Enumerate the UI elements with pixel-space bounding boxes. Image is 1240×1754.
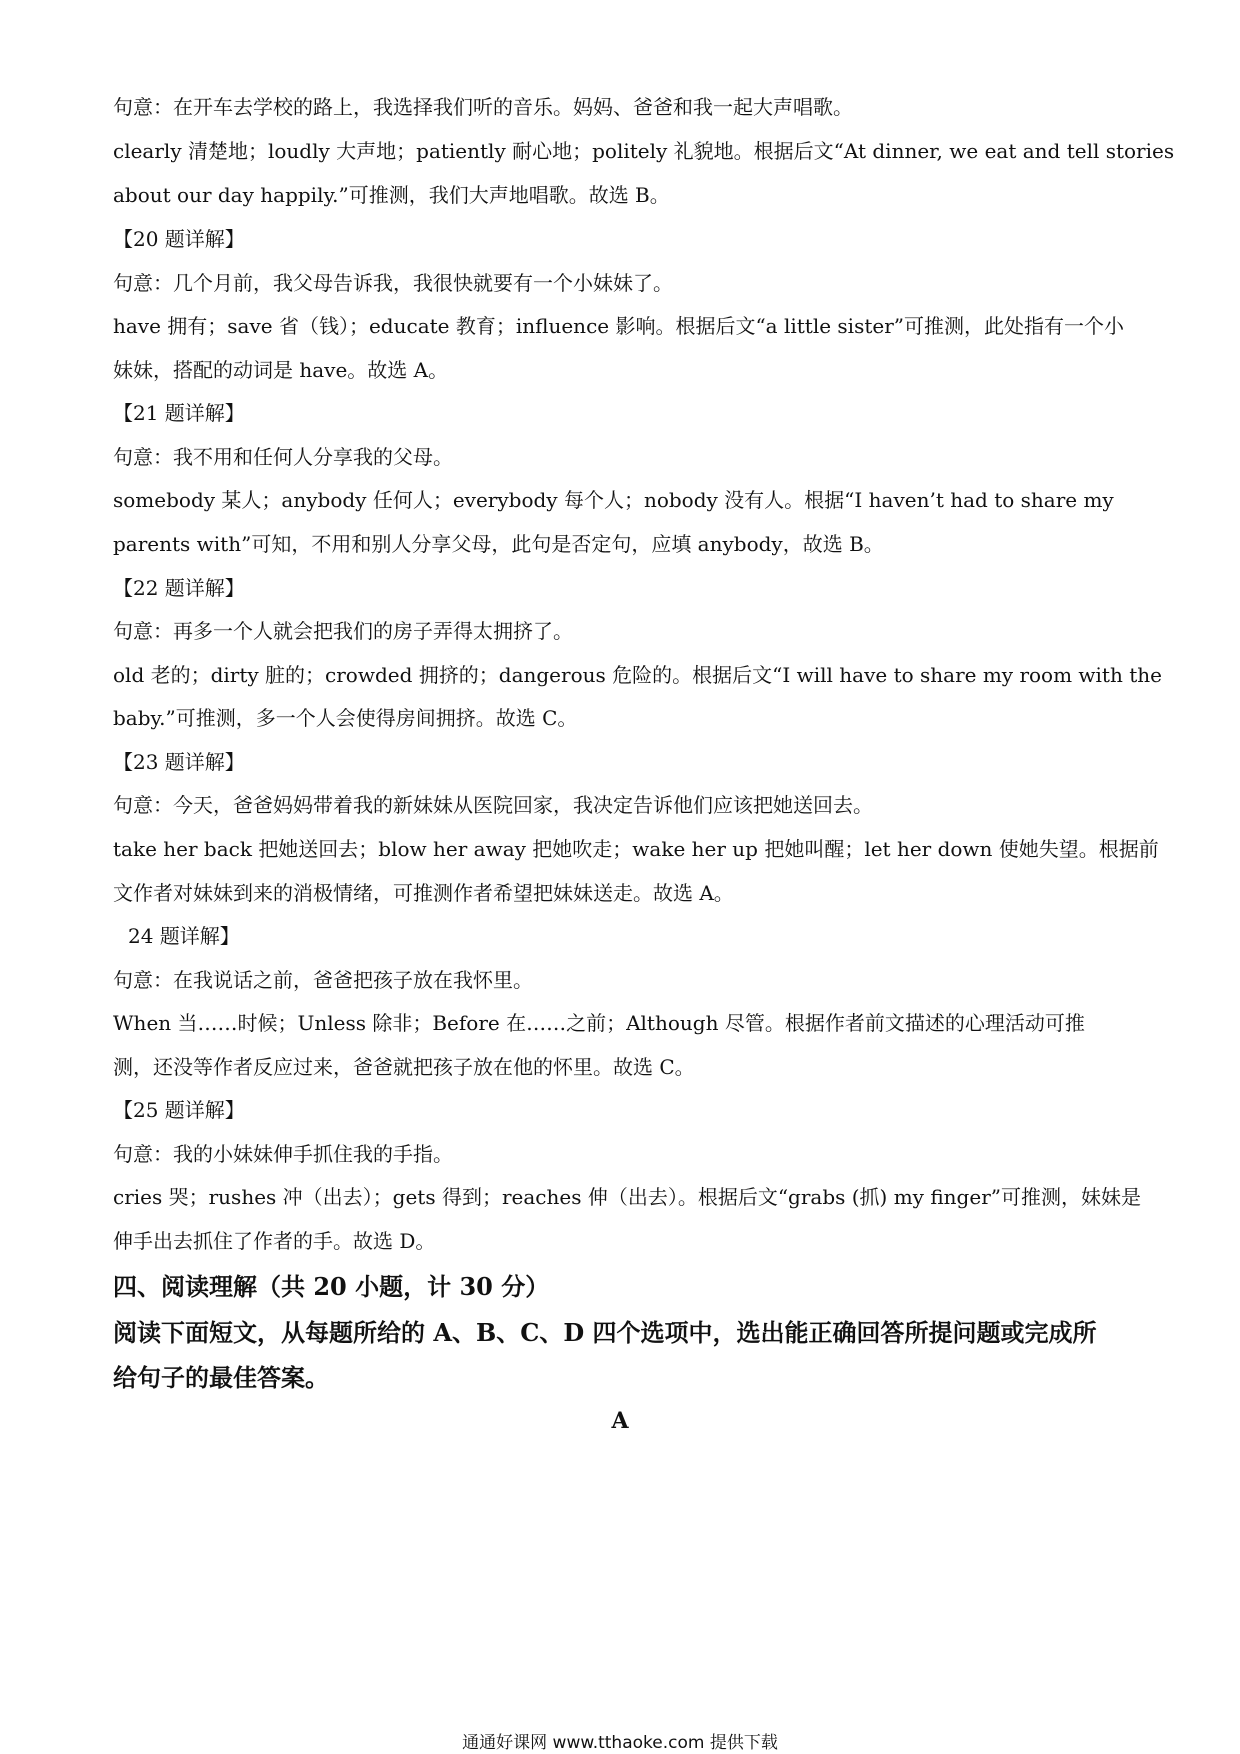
explanation-23-line1: take her back 把她送回去；blow her away 把她吹走；wake her up 把她叫醒；let her down 使她失望。根据前: [113, 837, 1159, 861]
sentence-meaning-22: 句意：再多一个人就会把我们的房子弄得太拥挤了。: [113, 619, 573, 643]
explanation-20-line2: 妹妹，搭配的动词是 have。故选 A。: [113, 358, 449, 382]
question-23-heading: 【23 题详解】: [113, 750, 245, 774]
question-22-heading: 【22 题详解】: [113, 576, 245, 600]
instructions-line1: 阅读下面短文，从每题所给的 A、B、C、D 四个选项中，选出能正确回答所提问题或完成所: [113, 1318, 1097, 1347]
question-25-heading: 【25 题详解】: [113, 1098, 245, 1122]
explanation-24-line2: 测，还没等作者反应过来，爸爸就把孩子放在他的怀里。故选 C。: [113, 1055, 695, 1079]
explanation-22-line2: baby.”可推测，多一个人会使得房间拥挤。故选 C。: [113, 706, 578, 730]
sentence-meaning-19: 句意：在开车去学校的路上，我选择我们听的音乐。妈妈、爸爸和我一起大声唱歌。: [113, 95, 853, 119]
question-21-heading: 【21 题详解】: [113, 401, 245, 425]
instructions-line2: 给句子的最佳答案。: [113, 1363, 329, 1392]
sentence-meaning-23: 句意：今天，爸爸妈妈带着我的新妹妹从医院回家，我决定告诉他们应该把她送回去。: [113, 793, 873, 817]
explanation-20-line1: have 拥有；save 省（钱）；educate 教育；influence 影响。根据后文“a little sister”可推测，此处指有一个小: [113, 314, 1125, 338]
passage-label: A: [611, 1408, 629, 1434]
explanation-25-line1: cries 哭；rushes 冲（出去）；gets 得到；reaches 伸（出去）。根据后文“grabs (抓) my finger”可推测，妹妹是: [113, 1185, 1141, 1209]
explanation-24-line1: When 当……时候；Unless 除非；Before 在……之前；Although 尽管。根据作者前文描述的心理活动可推: [113, 1011, 1085, 1035]
explanation-22-line1: old 老的；dirty 脏的；crowded 拥挤的；dangerous 危险的。根据后文“I will have to share my room with the: [113, 663, 1162, 687]
explanation-25-line2: 伸手出去抓住了作者的手。故选 D。: [113, 1229, 436, 1253]
explanation-21-line1: somebody 某人；anybody 任何人；everybody 每个人；nobody 没有人。根据“I haven’t had to share my: [113, 488, 1114, 512]
sentence-meaning-20: 句意：几个月前，我父母告诉我，我很快就要有一个小妹妹了。: [113, 271, 673, 295]
section-title: 四、阅读理解（共 20 小题，计 30 分）: [113, 1272, 550, 1301]
sentence-meaning-25: 句意：我的小妹妹伸手抓住我的手指。: [113, 1142, 453, 1166]
explanation-19-line2: about our day happily.”可推测，我们大声地唱歌。故选 B。: [113, 183, 670, 207]
sentence-meaning-21: 句意：我不用和任何人分享我的父母。: [113, 445, 453, 469]
question-20-heading: 【20 题详解】: [113, 227, 245, 251]
explanation-23-line2: 文作者对妹妹到来的消极情绪，可推测作者希望把妹妹送走。故选 A。: [113, 881, 734, 905]
footer-watermark: 通通好课网 www.tthaoke.com 提供下载: [462, 1733, 778, 1753]
sentence-meaning-24: 句意：在我说话之前，爸爸把孩子放在我怀里。: [113, 968, 533, 992]
question-24-heading: 24 题详解】: [128, 924, 240, 948]
explanation-19-line1: clearly 清楚地；loudly 大声地；patiently 耐心地；politely 礼貌地。根据后文“At dinner, we eat and tell stories: [113, 139, 1175, 163]
explanation-21-line2: parents with”可知，不用和别人分享父母，此句是否定句，应填 anybody，故选 B。: [113, 532, 884, 556]
